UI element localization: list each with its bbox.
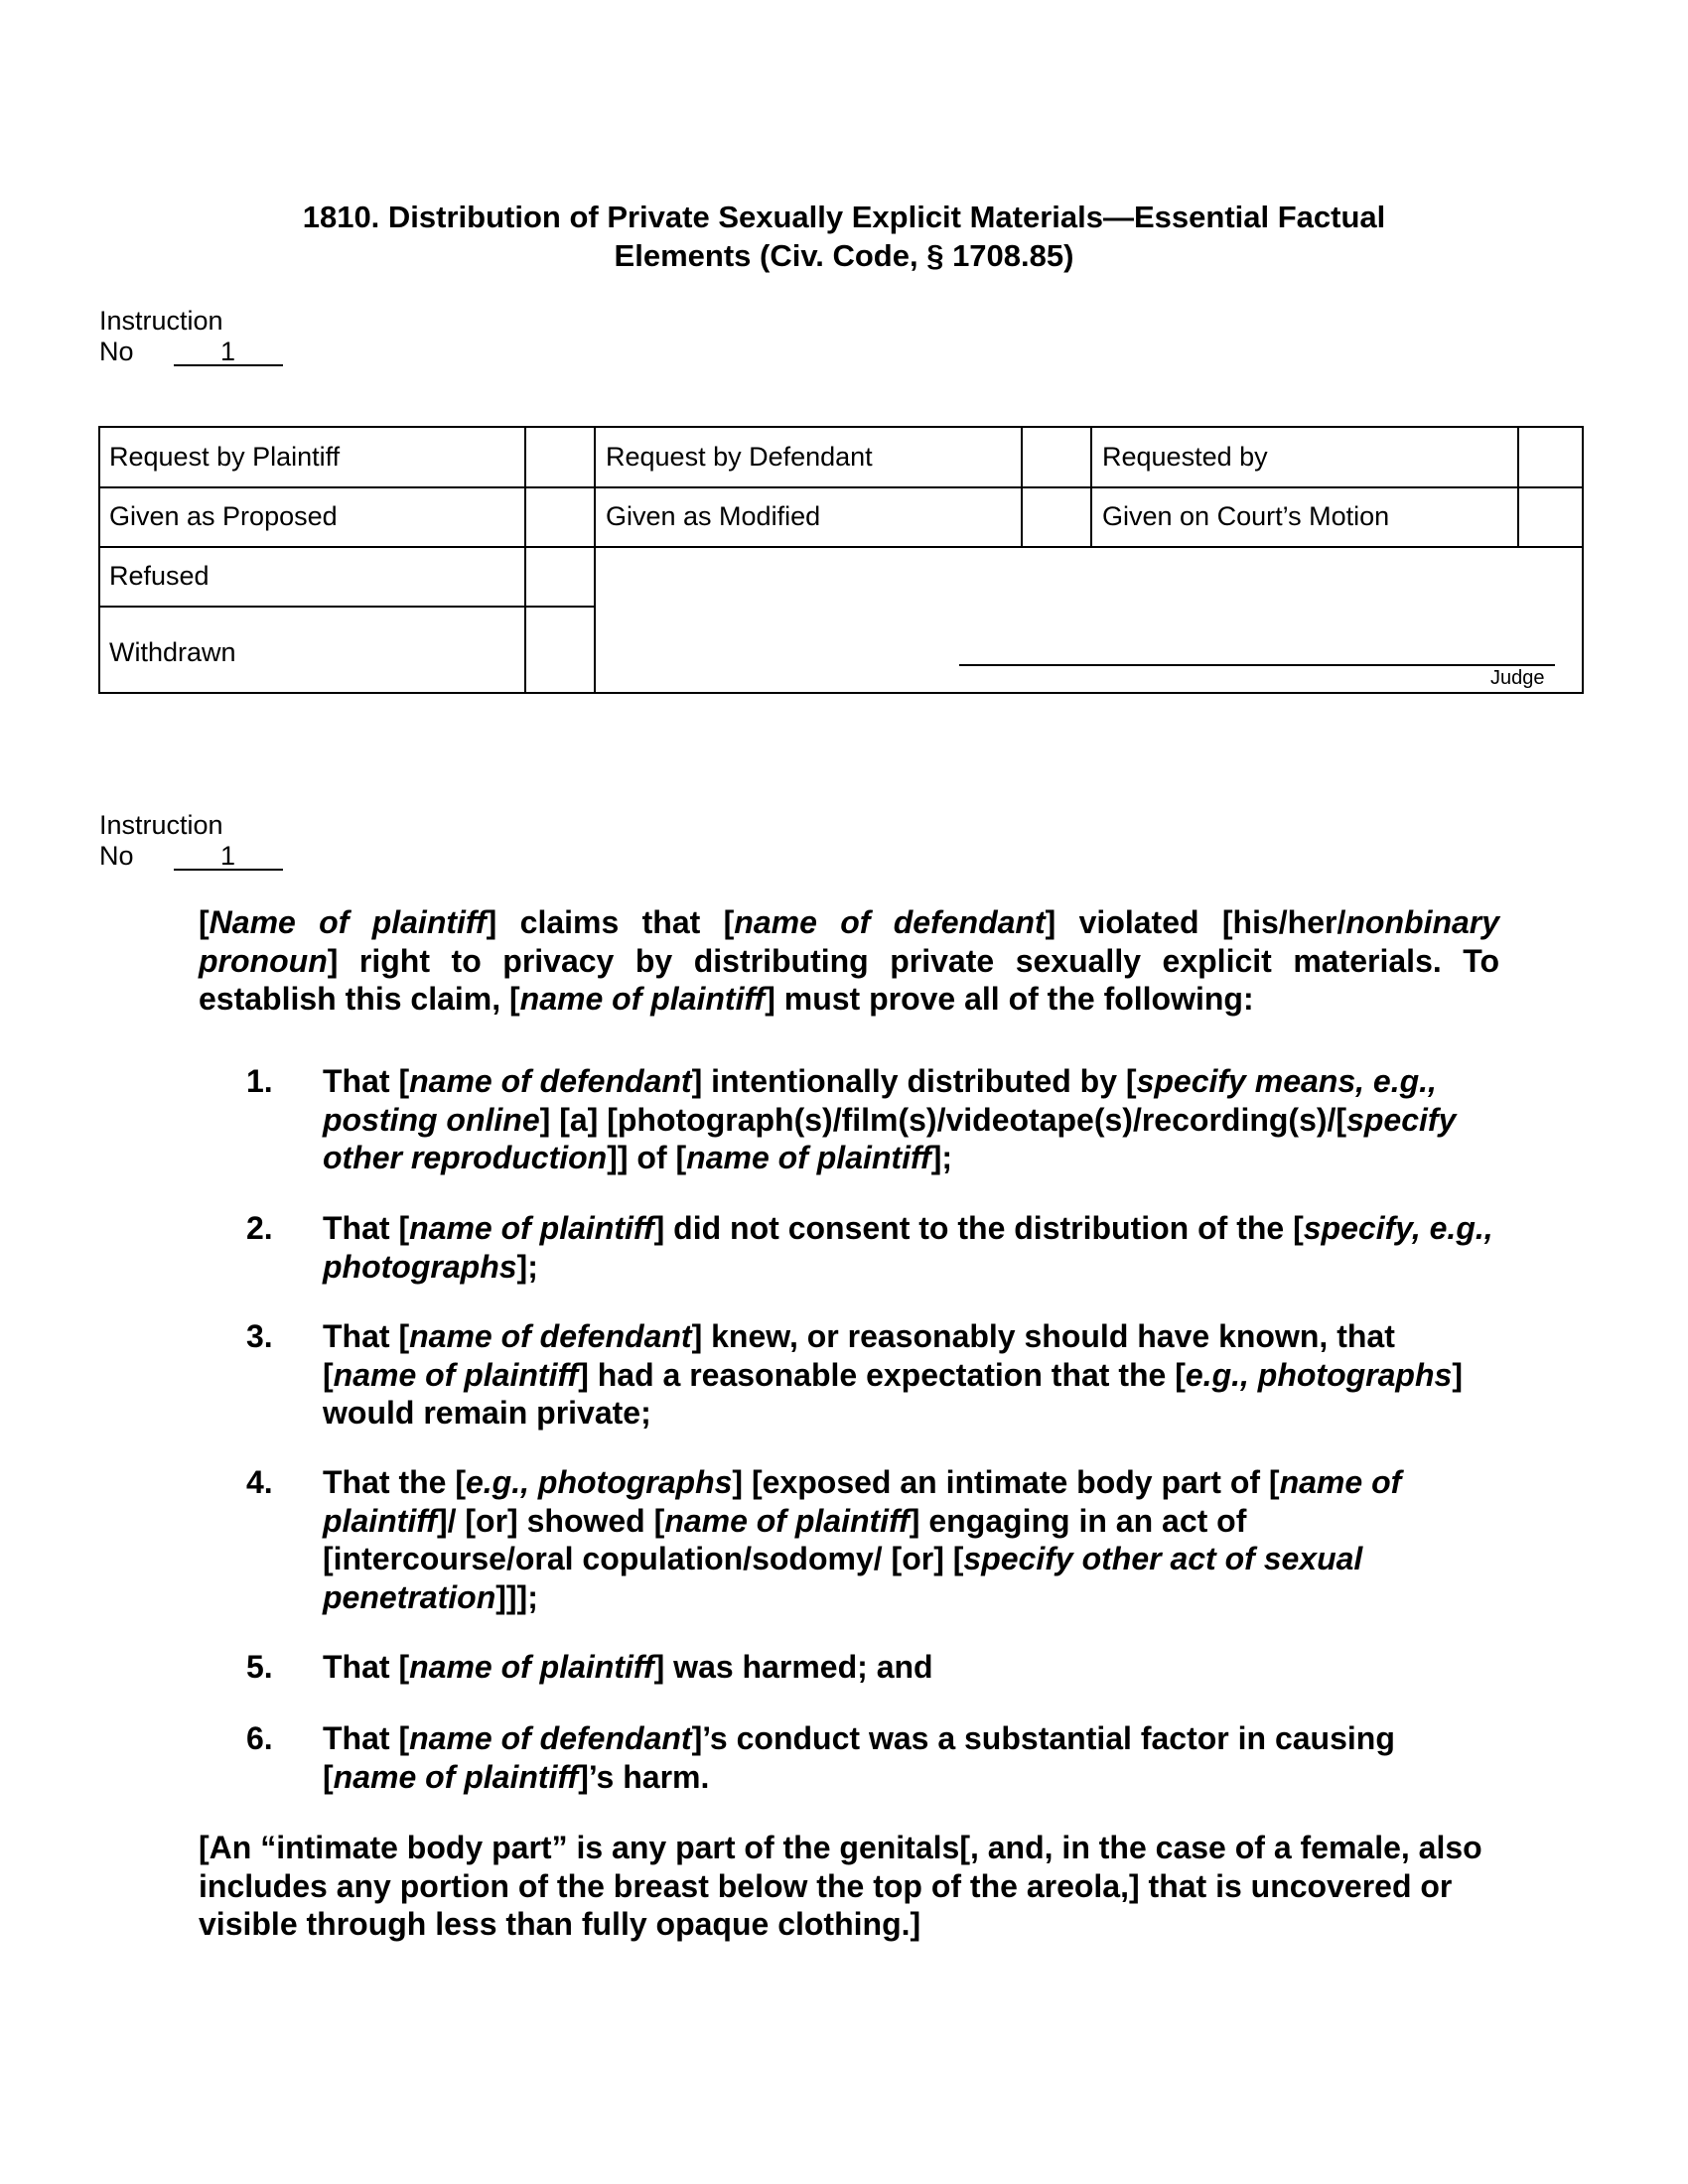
item-number: 3. <box>246 1318 273 1354</box>
item-text: That [name of plaintiff] did not consent to the distribution of the [specify, e.g., photographs]; <box>323 1210 1493 1285</box>
intro-paragraph: [Name of plaintiff] claims that [name of defendant] violated [his/her/nonbinary pronoun] right to privacy by distributing private sexually explicit materials. To establish this claim, [name of plaintiff] must prove all of the following: <box>199 904 1500 1017</box>
grid-row-divider <box>100 606 596 608</box>
request-by-plaintiff-label: Request by Plaintiff <box>109 442 341 472</box>
judge-signature-line[interactable] <box>959 664 1555 666</box>
request-by-defendant-checkbox[interactable] <box>1023 428 1090 486</box>
item-text: That [name of defendant]’s conduct was a substantial factor in causing [name of plaintiff]’s harm. <box>323 1720 1395 1795</box>
given-as-proposed-checkbox[interactable] <box>526 488 594 546</box>
instruction-number: 1 <box>174 843 283 871</box>
item-text: That the [e.g., photographs] [exposed an intimate body part of [name of plaintiff]/ [or] showed [name of plaintiff] engaging in an act of [intercourse/oral copulation/sodomy/ [or] [specify other act of sexual penetration]]]; <box>323 1464 1402 1615</box>
grid-row-divider <box>100 546 1582 548</box>
intimate-body-part-definition: [An “intimate body part” is any part of the genitals[, and, in the case of a female, also includes any portion of the breast below the top of the areola,] that is uncovered or visible through less than fully opaque clothing.] <box>199 1830 1482 1942</box>
judge-label: Judge <box>1490 667 1545 689</box>
requested-by-checkbox[interactable] <box>1519 428 1582 486</box>
instruction-number: 1 <box>174 339 283 366</box>
item-number: 4. <box>246 1464 273 1500</box>
refused-label: Refused <box>109 561 210 591</box>
instruction-label: Instruction <box>99 810 223 840</box>
request-by-defendant-label: Request by Defendant <box>606 442 873 472</box>
disposition-grid <box>98 426 1584 694</box>
given-on-courts-motion-label: Given on Court’s Motion <box>1102 501 1390 531</box>
title-line-1: 1810. Distribution of Private Sexually Explicit Materials—Essential Factual <box>302 200 1386 234</box>
given-on-courts-motion-checkbox[interactable] <box>1519 488 1582 546</box>
request-by-plaintiff-checkbox[interactable] <box>526 428 594 486</box>
item-number: 5. <box>246 1649 273 1685</box>
withdrawn-label: Withdrawn <box>109 637 236 667</box>
grid-col-divider <box>594 428 596 692</box>
item-text: That [name of defendant] intentionally distributed by [specify means, e.g., posting online] [a] [photograph(s)/film(s)/videotape(s)/recording(s)/[specify other reproduction]] of [name of plaintiff]; <box>323 1063 1457 1175</box>
grid-col-divider <box>1090 428 1092 546</box>
given-as-modified-label: Given as Modified <box>606 501 821 531</box>
item-text: That [name of plaintiff] was harmed; and <box>323 1649 933 1685</box>
item-number: 6. <box>246 1720 273 1756</box>
instruction-no-label: No <box>99 337 134 366</box>
withdrawn-checkbox[interactable] <box>526 608 594 692</box>
instruction-number-block-body <box>99 810 283 872</box>
grid-row-divider <box>100 486 1582 488</box>
given-as-proposed-label: Given as Proposed <box>109 501 338 531</box>
instruction-no-label: No <box>99 841 134 871</box>
instruction-number-block-top <box>99 306 283 367</box>
refused-checkbox[interactable] <box>526 548 594 606</box>
instruction-label: Instruction <box>99 306 223 336</box>
requested-by-label: Requested by <box>1102 442 1268 472</box>
title-line-2: Elements (Civ. Code, § 1708.85) <box>614 238 1074 273</box>
item-number: 1. <box>246 1063 273 1099</box>
item-text: That [name of defendant] knew, or reasonably should have known, that [name of plaintiff] had a reasonable expectation that the [e.g., photographs] would remain private; <box>323 1318 1463 1431</box>
given-as-modified-checkbox[interactable] <box>1023 488 1090 546</box>
item-number: 2. <box>246 1210 273 1246</box>
page-title <box>199 198 1489 275</box>
